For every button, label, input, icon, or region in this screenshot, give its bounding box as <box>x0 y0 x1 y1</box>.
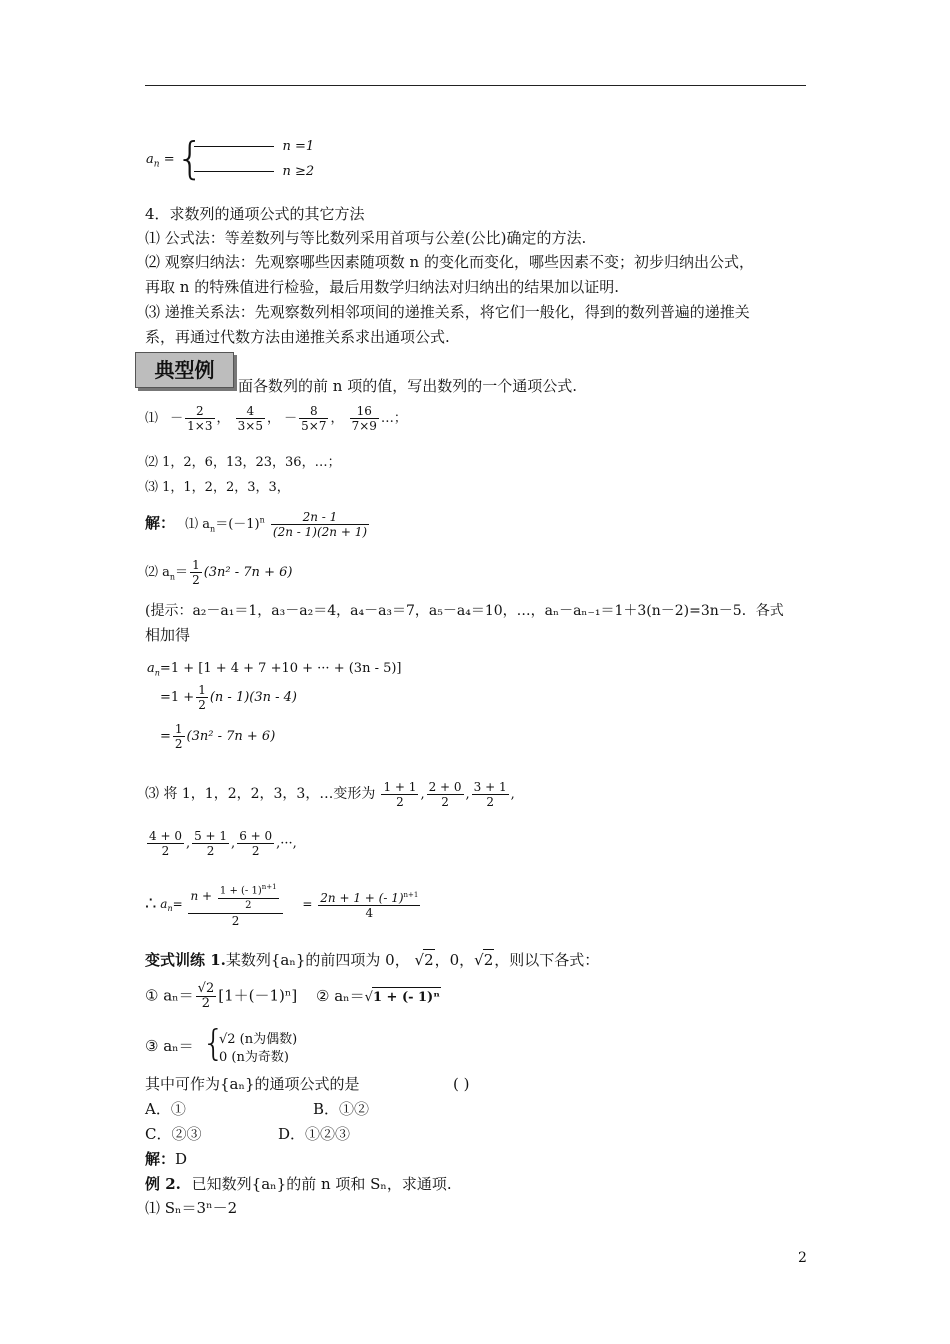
option-3-case-2: 0 (n为奇数) <box>219 1050 289 1065</box>
fraction-item-2: $\frac{4}{3\times 5}$ ， <box>237 404 285 433</box>
fraction-item-4: $\frac{16}{7\times 9}$ …； <box>351 404 407 433</box>
section-4-item-3-line-1: ⑶ 递推关系法：先观察数列相邻项间的递推关系，将它们一般化，得到的数列普遍的递推关 <box>145 303 750 321</box>
choice-b: B．①② <box>313 1100 370 1118</box>
final-formula: ∴ $a_n=$ n + $\frac{1 + (- 1)^{n+1}}{2}$ 2 = $\frac{2n + 1 + (- 1)^{n+1}}{4}$ <box>145 880 422 928</box>
sqrt-2-b: √2 <box>474 951 494 969</box>
piecewise-lhs: $a_n$ = <box>146 152 175 170</box>
example-1-part-3: ⑶ 1，1，2，2，3，3， <box>145 480 290 495</box>
option-3-case-1: √2 (n为偶数) <box>219 1032 298 1047</box>
section-heading-box: 典型例 <box>135 352 234 388</box>
variant-question: 其中可作为{aₙ}的通项公式的是 <box>145 1075 360 1093</box>
half-fraction: $\frac{1}{2}$ <box>192 558 200 587</box>
derivation-line-1: $a_n=1 + [1 + 4 + 7 +10$ + ··· + (3n - 5)] <box>147 661 402 678</box>
sqrt-2-a: √2 <box>414 951 434 969</box>
variant-title-line: 变式训练 1.某数列{aₙ}的前四项为 0， √2，0，√2，则以下各式： <box>145 951 600 969</box>
header-rule <box>145 85 806 86</box>
example-1-part-1: ⑴ － $\frac{2}{1\times 3}$ ， $\frac{4}{3\times 5}$ ， － $\frac{8}{5\times 7}$ ， $\frac{16}{7\times 9}$ …； <box>145 404 407 433</box>
solution-1-fraction: $\frac{2n - 1}{(2n - 1)(2n + 1)}$ <box>272 510 368 539</box>
section-4-item-3-line-2: 系，再通过代数方法由递推关系求出通项公式. <box>145 328 450 346</box>
blank-line-1 <box>194 145 274 147</box>
solution-2: ⑵ $a_n=$ $\frac{1}{2}$ (3n² - 7n + 6) <box>145 558 293 587</box>
hint-line-2: 相加得 <box>145 626 191 644</box>
final-rhs-fraction: $\frac{2n + 1 + (- 1)^{n+1}}{4}$ <box>318 888 420 920</box>
derivation-line-3: = $\frac{1}{2}$ (3n² - 7n + 6) <box>160 722 276 751</box>
fraction-item-1: － $\frac{2}{1\times 3}$ ， <box>170 404 234 433</box>
variant-option-3-label: ③ aₙ＝ <box>145 1037 194 1055</box>
section-4-title: 4．求数列的通项公式的其它方法 <box>145 205 365 223</box>
section-4-item-1: ⑴ 公式法：等差数列与等比数列采用首项与公差(公比)确定的方法. <box>145 229 587 247</box>
choice-a: A．① <box>145 1100 186 1118</box>
hint-line-1: (提示：a₂－a₁＝1，a₃－a₂＝4，a₄－a₃＝7，a₅－a₄＝10，…，aₙ－aₙ₋₁＝1＋3(n－2)=3n－5．各式 <box>145 603 784 619</box>
fraction-item-3: － $\frac{8}{5\times 7}$ ， <box>284 404 348 433</box>
solution-3-line-2: $\frac{4 + 0}{2}$ , $\frac{5 + 1}{2}$ , $\frac{6 + 0}{2}$ ,···, <box>149 829 297 858</box>
solution-1: 解： ⑴ $a_n=(-1)^n$ $\frac{2n - 1}{(2n - 1)(2n + 1)}$ <box>145 510 368 539</box>
derivation-line-2: =1 + $\frac{1}{2}$ (n - 1)(3n - 4) <box>160 683 298 712</box>
piecewise-brace: { <box>176 133 204 184</box>
section-4-item-2-line-2: 再取 n 的特殊值进行检验，最后用数学归纳法对归纳出的结果加以证明. <box>145 278 619 296</box>
example-2-part-1: ⑴ Sₙ＝3ⁿ－2 <box>145 1199 238 1217</box>
variant-answer: 解：D <box>145 1150 188 1168</box>
example-1-part-2: ⑵ 1，2，6，13，23，36，…； <box>145 455 341 470</box>
example-1-prompt: 面各数列的前 n 项的值，写出数列的一个通项公式. <box>238 377 577 395</box>
solution-3-line-1: ⑶ 将 1，1，2，2，3，3，…变形为 $\frac{1 + 1}{2}$ , $\frac{2 + 0}{2}$ , $\frac{3 + 1}{2}$ , <box>145 780 515 809</box>
choice-c: C．②③ <box>145 1125 202 1143</box>
choice-d: D．①②③ <box>278 1125 351 1143</box>
answer-paren: ( ) <box>453 1075 470 1093</box>
variant-option-1-2: ① aₙ＝ $\frac{√2}{2}$ [1＋(－1)ⁿ] ② aₙ＝√1 + (- 1)ⁿ <box>145 981 440 1011</box>
piecewise-case2: n ≥2 <box>194 163 314 179</box>
blank-line-2 <box>194 170 274 172</box>
final-compound-fraction: n + $\frac{1 + (- 1)^{n+1}}{2}$ 2 <box>188 880 282 928</box>
piecewise-case1: n =1 <box>194 138 314 154</box>
sqrt-expression: √1 + (- 1)ⁿ <box>365 990 441 1005</box>
page-number: 2 <box>798 1250 807 1266</box>
example-2: 例 2. 已知数列{aₙ}的前 n 项和 Sₙ，求通项. <box>145 1175 452 1193</box>
option-3-brace: { <box>202 1023 225 1064</box>
section-4-item-2-line-1: ⑵ 观察归纳法：先观察哪些因素随项数 n 的变化而变化，哪些因素不变；初步归纳出公式， <box>145 253 754 271</box>
